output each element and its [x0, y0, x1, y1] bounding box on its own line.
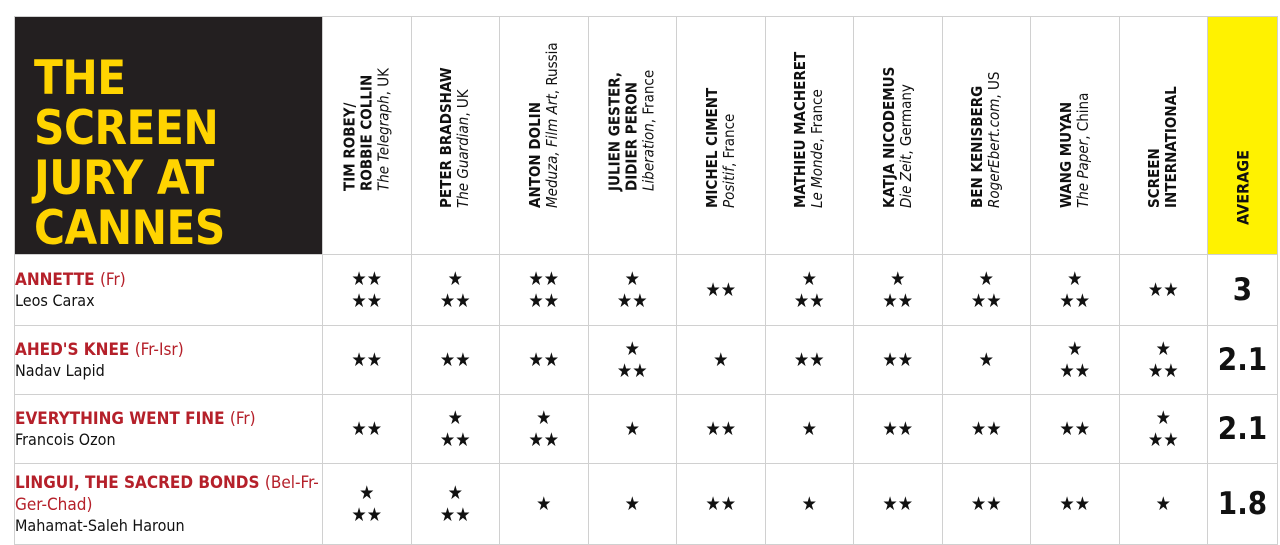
star-icon-row: ★ [1067, 338, 1083, 360]
film-title-text: EVERYTHING WENT FINE [15, 409, 225, 429]
film-country: (Bel-Fr-Ger-Chad) [15, 473, 319, 515]
star-icon-row: ★★ [882, 290, 914, 312]
star-icon-row: ★ [536, 407, 552, 429]
star-rating [1119, 255, 1208, 326]
star-rating [1119, 326, 1208, 395]
publication-name: Die Zeit [896, 154, 915, 208]
star-rating [1119, 464, 1208, 545]
star-icon-row: ★★ [528, 349, 560, 371]
star-rating [588, 326, 677, 395]
publication-country: , France [639, 69, 658, 124]
star-icon-row: ★ [801, 493, 817, 515]
header-row [15, 17, 1278, 255]
critic-publication [544, 42, 561, 208]
critic-header [500, 17, 589, 255]
critic-publication [455, 67, 472, 208]
star-icon-row: ★★ [351, 290, 383, 312]
star-icon-row: ★ [801, 268, 817, 290]
publication-country: , France [719, 113, 738, 168]
publication-name: Liberation [639, 123, 658, 191]
publication-country: , Russia [542, 42, 561, 95]
star-rating [500, 255, 589, 326]
film-info [15, 326, 323, 395]
critic-name: MATHIEU MACHERET [791, 51, 810, 208]
film-title [15, 472, 322, 516]
critic-name: ANTON DOLIN [525, 102, 544, 208]
star-icon-row: ★ [624, 268, 640, 290]
publication-name: The Telegraph [374, 95, 393, 191]
critic-header [1031, 17, 1120, 255]
star-icon-row: ★★ [970, 493, 1002, 515]
star-icon-row: ★★ [705, 418, 737, 440]
star-rating [500, 464, 589, 545]
star-rating [942, 255, 1031, 326]
film-director: Mahamat-Saleh Haroun [15, 516, 185, 535]
star-icon-row: ★★ [528, 429, 560, 451]
star-icon-row: ★★ [439, 290, 471, 312]
star-icon-row: ★ [1155, 493, 1171, 515]
critic-name: INTERNATIONAL [1162, 86, 1181, 208]
film-director: Leos Carax [15, 291, 95, 310]
film-title [15, 408, 322, 430]
publication-name: Positif [719, 167, 738, 208]
critic-header [1119, 17, 1208, 255]
star-icon-row: ★★ [351, 504, 383, 526]
star-rating [500, 326, 589, 395]
star-icon-row: ★ [447, 268, 463, 290]
critic-name: SCREEN [1145, 148, 1164, 208]
star-icon-row: ★ [1155, 338, 1171, 360]
star-rating [323, 326, 412, 395]
star-rating [677, 326, 766, 395]
star-icon-row: ★★ [970, 290, 1002, 312]
star-icon-row: ★★ [528, 290, 560, 312]
average-score: 2.1 [1208, 395, 1278, 464]
critic-publication [986, 72, 1003, 208]
critic-label [1146, 86, 1180, 208]
star-rating [323, 395, 412, 464]
star-rating [588, 464, 677, 545]
star-icon-row: ★★ [1059, 418, 1091, 440]
star-icon-row: ★★ [705, 279, 737, 301]
average-header [1208, 17, 1278, 255]
film-country: (Fr) [99, 270, 126, 290]
critic-name: PETER BRADSHAW [437, 67, 456, 208]
star-rating [942, 395, 1031, 464]
star-rating [1031, 326, 1120, 395]
star-icon-row: ★ [890, 268, 906, 290]
film-row [15, 464, 1278, 545]
critic-label [607, 70, 658, 191]
critic-name: ROBBIE COLLIN [357, 74, 376, 191]
star-rating [942, 326, 1031, 395]
star-rating [411, 326, 500, 395]
average-score: 3 [1208, 255, 1278, 326]
star-icon-row: ★★ [1147, 279, 1179, 301]
star-icon-row: ★ [801, 418, 817, 440]
star-rating [588, 255, 677, 326]
critic-name: JULIEN GESTER, [605, 71, 624, 191]
star-rating [411, 395, 500, 464]
star-icon-row: ★ [536, 493, 552, 515]
star-rating [411, 464, 500, 545]
star-rating [677, 395, 766, 464]
star-icon-row: ★★ [351, 418, 383, 440]
star-rating [1119, 395, 1208, 464]
critic-header [411, 17, 500, 255]
critic-label [527, 42, 561, 208]
publication-name: The Paper [1073, 139, 1092, 208]
average-score: 1.8 [1208, 464, 1278, 545]
star-icon-row: ★★ [1059, 290, 1091, 312]
star-rating [765, 326, 854, 395]
critic-header [942, 17, 1031, 255]
critic-label [1058, 93, 1092, 208]
average-label-text: AVERAGE [1233, 150, 1252, 225]
critic-publication [375, 68, 392, 191]
star-rating [854, 326, 943, 395]
publication-country: , UK [374, 68, 393, 96]
star-rating [765, 464, 854, 545]
publication-country: , UK [454, 89, 473, 117]
star-rating [854, 464, 943, 545]
critic-label [969, 72, 1003, 208]
star-rating [677, 464, 766, 545]
star-icon-row: ★ [713, 349, 729, 371]
star-rating [854, 255, 943, 326]
star-icon-row: ★★ [1147, 429, 1179, 451]
film-title [15, 269, 322, 291]
star-icon-row: ★ [1155, 407, 1171, 429]
star-rating [500, 395, 589, 464]
publication-name: Le Monde [808, 142, 827, 208]
star-icon-row: ★★ [882, 349, 914, 371]
critic-publication [641, 70, 658, 191]
star-rating [765, 255, 854, 326]
critic-name: TIM ROBEY/ [340, 102, 359, 191]
star-rating [323, 464, 412, 545]
star-icon-row: ★★ [439, 429, 471, 451]
publication-name: RogerEbert.com [985, 98, 1004, 208]
critic-name: KATJA NICODEMUS [879, 66, 898, 208]
star-icon-row: ★★ [351, 268, 383, 290]
critic-header [588, 17, 677, 255]
publication-country: , US [985, 71, 1004, 99]
star-icon-row: ★★ [970, 418, 1002, 440]
star-icon-row: ★★ [882, 418, 914, 440]
film-country: (Fr) [229, 409, 256, 429]
star-icon-row: ★★ [439, 504, 471, 526]
film-info [15, 255, 323, 326]
star-icon-row: ★★ [1059, 360, 1091, 382]
publication-country: , Germany [896, 84, 915, 155]
star-icon-row: ★ [624, 418, 640, 440]
star-rating [588, 395, 677, 464]
critic-label [881, 67, 915, 208]
critic-publication [1075, 93, 1092, 208]
critic-publication [721, 88, 738, 208]
publication-name: Meduza, Film Art [542, 94, 561, 208]
critic-name: DIDIER PERON [622, 81, 641, 191]
film-info [15, 464, 323, 545]
star-icon-row: ★★ [705, 493, 737, 515]
critic-publication [809, 52, 826, 208]
average-label [1234, 150, 1251, 225]
film-info [15, 395, 323, 464]
star-icon-row: ★★ [793, 349, 825, 371]
film-title [15, 339, 322, 361]
critic-label [792, 52, 826, 208]
film-row [15, 255, 1278, 326]
critic-name: BEN KENISBERG [968, 85, 987, 208]
film-row [15, 326, 1278, 395]
film-title-text: ANNETTE [15, 270, 95, 290]
ratings-table [14, 16, 1278, 545]
film-title-text: LINGUI, THE SACRED BONDS [15, 473, 260, 493]
critic-publication [898, 67, 915, 208]
film-title-text: AHED'S KNEE [15, 340, 130, 360]
page-title: THE SCREEN JURY AT CANNES [34, 51, 225, 256]
star-icon-row: ★ [447, 407, 463, 429]
critic-header [323, 17, 412, 255]
star-rating [677, 255, 766, 326]
film-director: Francois Ozon [15, 430, 116, 449]
star-icon-row: ★★ [882, 493, 914, 515]
star-icon-row: ★★ [439, 349, 471, 371]
star-icon-row: ★ [624, 493, 640, 515]
star-icon-row: ★★ [351, 349, 383, 371]
star-icon-row: ★ [359, 482, 375, 504]
title-block [15, 17, 323, 255]
star-rating [854, 395, 943, 464]
star-icon-row: ★★ [1147, 360, 1179, 382]
publication-country: , France [808, 89, 827, 143]
star-rating [942, 464, 1031, 545]
star-rating [765, 395, 854, 464]
star-icon-row: ★ [1067, 268, 1083, 290]
critic-name: MICHEL CIMENT [702, 87, 721, 208]
screen-jury-grid [14, 16, 1278, 545]
star-rating [1031, 464, 1120, 545]
critic-label [704, 88, 738, 208]
star-rating [411, 255, 500, 326]
critic-header [765, 17, 854, 255]
star-rating [1031, 395, 1120, 464]
star-icon-row: ★ [978, 349, 994, 371]
star-icon-row: ★ [624, 338, 640, 360]
film-director: Nadav Lapid [15, 361, 105, 380]
publication-name: The Guardian [454, 116, 473, 208]
star-icon-row: ★★ [1059, 493, 1091, 515]
star-icon-row: ★★ [616, 290, 648, 312]
star-icon-row: ★★ [528, 268, 560, 290]
star-icon-row: ★★ [616, 360, 648, 382]
star-rating [323, 255, 412, 326]
critic-label [438, 67, 472, 208]
star-icon-row: ★★ [793, 290, 825, 312]
star-icon-row: ★ [447, 482, 463, 504]
critic-label [341, 68, 392, 191]
star-icon-row: ★ [978, 268, 994, 290]
publication-country: , China [1073, 92, 1092, 140]
critic-header [677, 17, 766, 255]
critic-header [854, 17, 943, 255]
film-row [15, 395, 1278, 464]
star-rating [1031, 255, 1120, 326]
average-score: 2.1 [1208, 326, 1278, 395]
critic-name: WANG MUYAN [1056, 101, 1075, 208]
film-country: (Fr-Isr) [134, 340, 184, 360]
